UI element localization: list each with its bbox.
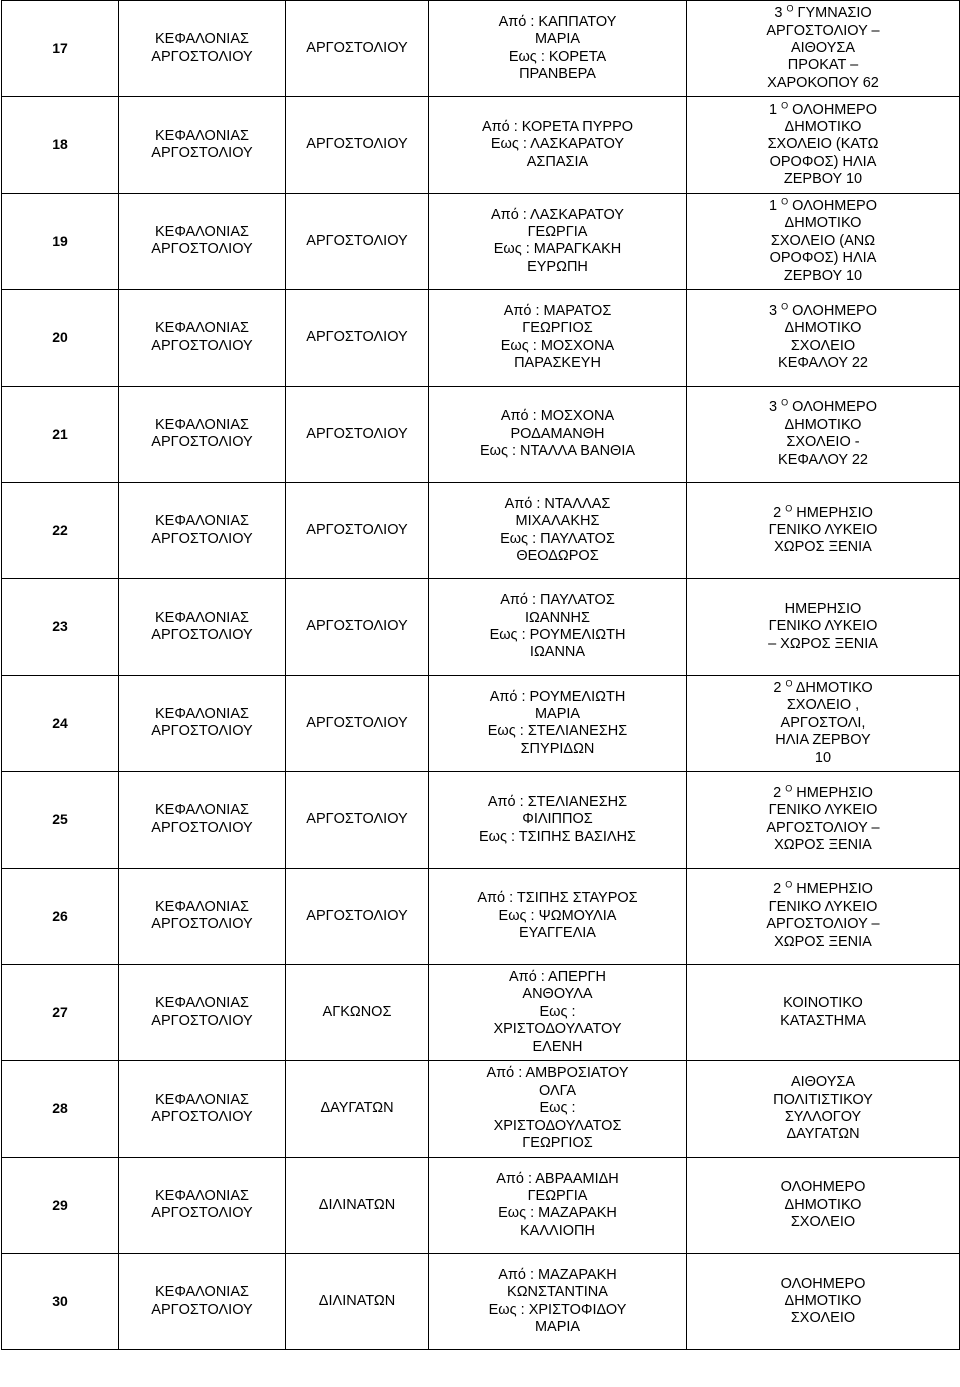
municipality-cell (286, 1157, 429, 1253)
polling-location-cell (687, 1157, 960, 1253)
municipality-cell (286, 193, 429, 289)
station-number-cell: 28 (2, 1061, 119, 1157)
cell-line: ΣΧΟΛΕΙΟ (790, 1310, 856, 1327)
station-number-cell: 29 (2, 1157, 119, 1253)
region-cell (119, 579, 286, 675)
table-row (2, 772, 960, 868)
surname-range-cell (429, 964, 687, 1060)
region-cell (119, 193, 286, 289)
municipality-cell (286, 290, 429, 386)
cell-line: ΔΙΛΙΝΑΤΩΝ (318, 1196, 396, 1213)
cell-line: ΑΡΓΟΣΤΟΛΙΟΥ – (766, 819, 880, 836)
municipality-cell (286, 772, 429, 868)
surname-range-cell (429, 386, 687, 482)
cell-line: Από : ΜΟΣΧΟΝΑ (500, 408, 615, 425)
cell-line: ΓΕΩΡΓΙΑ (527, 224, 588, 241)
cell-line: ΔΑΥΓΑΤΩΝ (320, 1100, 394, 1117)
municipality-cell (286, 1, 429, 97)
region-cell (119, 1254, 286, 1350)
surname-range-cell (429, 290, 687, 386)
table-row (2, 1061, 960, 1157)
cell-line: ΑΝΘΟΥΛΑ (522, 986, 593, 1003)
cell-line: Εως : ΜΟΣΧΟΝΑ (500, 337, 615, 354)
cell-line: Εως : (539, 1003, 576, 1020)
station-number-cell: 24 (2, 675, 119, 771)
cell-line: ΓΕΩΡΓΙΑ (527, 1187, 588, 1204)
cell-line: Εως : ΠΑΥΛΑΤΟΣ (500, 530, 615, 547)
cell-line: Από : ΠΑΥΛΑΤΟΣ (500, 592, 615, 609)
cell-line: ΗΛΙΑ ΖΕΡΒΟΥ (775, 732, 871, 749)
table-row (2, 97, 960, 193)
cell-line: ΚΟΙΝΟΤΙΚΟ (783, 995, 863, 1012)
surname-range-cell (429, 1157, 687, 1253)
cell-line: ΖΕΡΒΟΥ 10 (783, 267, 863, 284)
cell-line: ΑΡΓΟΣΤΟΛΙΟΥ (151, 1108, 253, 1125)
cell-line: ΡΟΔΑΜΑΝΘΗ (510, 425, 605, 442)
cell-line: Από : ΛΑΣΚΑΡΑΤΟΥ (491, 206, 624, 223)
cell-line: – ΧΩΡΟΣ ΞΕΝΙΑ (768, 635, 878, 652)
cell-line: ΚΕΦΑΛΟΝΙΑΣ (155, 1091, 249, 1108)
cell-line: ΣΧΟΛΕΙΟ - (786, 434, 860, 451)
cell-line: ΑΡΓΟΣΤΟΛΙΟΥ (151, 1205, 253, 1222)
ordinal-superscript: Ο (781, 301, 789, 312)
cell-line: ΣΧΟΛΕΙΟ (790, 1214, 856, 1231)
station-number-cell: 22 (2, 482, 119, 578)
cell-line: ΑΣΠΑΣΙΑ (526, 153, 589, 170)
municipality-cell (286, 1254, 429, 1350)
cell-line: ΣΥΛΛΟΓΟΥ (784, 1108, 862, 1125)
cell-line: ΕΛΕΝΗ (532, 1038, 583, 1055)
cell-line: ΓΕΝΙΚΟ ΛΥΚΕΙΟ (768, 802, 878, 819)
surname-range-cell (429, 193, 687, 289)
cell-line: ΔΑΥΓΑΤΩΝ (786, 1126, 860, 1143)
region-cell (119, 772, 286, 868)
polling-location-cell (687, 579, 960, 675)
cell-line: ΑΙΘΟΥΣΑ (790, 39, 856, 56)
cell-line: 10 (814, 749, 832, 766)
cell-line: ΧΑΡΟΚΟΠΟΥ 62 (767, 74, 879, 91)
polling-location-cell (687, 868, 960, 964)
cell-line: 3 $^O$ ΟΛΟΗΜΕΡΟ (769, 301, 877, 320)
cell-line: ΑΡΓΟΣΤΟΛΙΟΥ (306, 521, 408, 538)
cell-line: ΑΓΚΩΝΟΣ (322, 1003, 392, 1020)
region-cell (119, 97, 286, 193)
cell-line: Από : ΑΜΒΡΟΣΙΑΤΟΥ (486, 1065, 629, 1082)
cell-line: ΚΕΦΑΛΟΝΙΑΣ (155, 609, 249, 626)
cell-line: ΑΡΓΟΣΤΟΛΙΟΥ (306, 425, 408, 442)
cell-line: ΔΗΜΟΤΙΚΟ (784, 416, 862, 433)
cell-line: ΑΡΓΟΣΤΟΛΙΟΥ (306, 39, 408, 56)
cell-line: Από : ΣΤΕΛΙΑΝΕΣΗΣ (487, 793, 628, 810)
polling-location-cell (687, 1, 960, 97)
region-cell (119, 868, 286, 964)
cell-line: ΔΗΜΟΤΙΚΟ (784, 118, 862, 135)
ordinal-superscript: Ο (786, 3, 794, 14)
cell-line: ΑΡΓΟΣΤΟΛΙΟΥ (306, 232, 408, 249)
surname-range-cell (429, 1, 687, 97)
cell-line: ΟΛΓΑ (538, 1082, 577, 1099)
cell-line: ΚΕΦΑΛΟΝΙΑΣ (155, 320, 249, 337)
municipality-cell (286, 482, 429, 578)
cell-line: ΓΕΩΡΓΙΟΣ (522, 320, 593, 337)
cell-line: Από : ΑΠΕΡΓΗ (509, 969, 606, 986)
cell-line: Από : ΚΑΠΠΑΤΟΥ (498, 13, 617, 30)
surname-range-cell (429, 579, 687, 675)
cell-line: ΑΡΓΟΣΤΟΛΙΟΥ (151, 241, 253, 258)
table-row (2, 1254, 960, 1350)
cell-line: ΑΡΓΟΣΤΟΛΙΟΥ (151, 723, 253, 740)
cell-line: ΑΙΘΟΥΣΑ (790, 1074, 856, 1091)
cell-line: Από : ΜΑΖΑΡΑΚΗ (498, 1266, 617, 1283)
cell-line: Από : ΤΣΙΠΗΣ ΣΤΑΥΡΟΣ (477, 890, 638, 907)
polling-location-cell (687, 482, 960, 578)
table-row (2, 482, 960, 578)
cell-line: ΘΕΟΔΩΡΟΣ (516, 548, 599, 565)
cell-line: ΠΡΑΝΒΕΡΑ (519, 66, 596, 83)
region-cell (119, 675, 286, 771)
municipality-cell (286, 964, 429, 1060)
cell-line: 2 $^O$ ΔΗΜΟΤΙΚΟ (773, 678, 873, 696)
cell-line: Από : ΝΤΑΛΛΑΣ (504, 495, 611, 512)
ordinal-superscript: Ο (785, 678, 793, 689)
cell-line: ΑΡΓΟΣΤΟΛΙΟΥ (151, 48, 253, 65)
cell-line: ΧΡΙΣΤΟΔΟΥΛΑΤΟΣ (493, 1117, 622, 1134)
cell-line: ΑΡΓΟΣΤΟΛΙΟΥ – (766, 916, 880, 933)
cell-line: ΚΕΦΑΛΟΝΙΑΣ (155, 995, 249, 1012)
cell-line: 3 $^O$ ΟΛΟΗΜΕΡΟ (769, 398, 877, 416)
station-number-cell: 20 (2, 290, 119, 386)
cell-line: ΑΡΓΟΣΤΟΛΙΟΥ (151, 1012, 253, 1029)
cell-line: ΧΩΡΟΣ ΞΕΝΙΑ (774, 933, 872, 950)
cell-line: ΑΡΓΟΣΤΟΛΙΟΥ (151, 530, 253, 547)
polling-location-cell (687, 675, 960, 771)
cell-line: ΓΕΝΙΚΟ ΛΥΚΕΙΟ (768, 521, 878, 538)
cell-line: ΚΕΦΑΛΟΝΙΑΣ (155, 706, 249, 723)
ordinal-superscript: Ο (781, 196, 789, 207)
cell-line: Εως : ΣΤΕΛΙΑΝΕΣΗΣ (487, 723, 628, 740)
cell-line: ΑΡΓΟΣΤΟΛΙΟΥ (151, 916, 253, 933)
cell-line: ΓΕΝΙΚΟ ΛΥΚΕΙΟ (768, 898, 878, 915)
cell-line: Εως : (539, 1100, 576, 1117)
cell-line: ΚΑΤΑΣΤΗΜΑ (780, 1012, 866, 1029)
cell-line: Εως : ΡΟΥΜΕΛΙΩΤΗ (489, 627, 626, 644)
cell-line: Από : ΡΟΥΜΕΛΙΩΤΗ (489, 688, 626, 705)
cell-line: 2 $^O$ ΗΜΕΡΗΣΙΟ (773, 783, 873, 801)
cell-line: ΣΧΟΛΕΙΟ (ΚΑΤΩ (767, 136, 879, 153)
cell-line: ΑΡΓΟΣΤΟΛΙΟΥ (151, 145, 253, 162)
station-number-cell: 19 (2, 193, 119, 289)
cell-line: Εως : ΜΑΖΑΡΑΚΗ (498, 1205, 617, 1222)
cell-line: ΟΛΟΗΜΕΡΟ (780, 1275, 866, 1292)
surname-range-cell (429, 772, 687, 868)
cell-line: ΑΡΓΟΣΤΟΛΙΟΥ (306, 907, 408, 924)
cell-line: ΜΑΡΙΑ (534, 1319, 581, 1336)
surname-range-cell (429, 482, 687, 578)
cell-line: ΜΑΡΙΑ (534, 31, 581, 48)
cell-line: ΔΗΜΟΤΙΚΟ (784, 320, 862, 337)
cell-line: ΟΛΟΗΜΕΡΟ (780, 1179, 866, 1196)
ordinal-superscript: Ο (781, 100, 789, 111)
cell-line: ΕΥΑΓΓΕΛΙΑ (519, 924, 596, 941)
region-cell (119, 1, 286, 97)
cell-line: ΑΡΓΟΣΤΟΛΙΟΥ – (766, 22, 880, 39)
cell-line: ΠΟΛΙΤΙΣΤΙΚΟΥ (773, 1091, 873, 1108)
cell-line: ΧΡΙΣΤΟΔΟΥΛΑΤΟΥ (493, 1021, 622, 1038)
cell-line: ΚΕΦΑΛΟΝΙΑΣ (155, 127, 249, 144)
station-number-cell: 23 (2, 579, 119, 675)
cell-line: ΑΡΓΟΣΤΟΛΙΟΥ (306, 136, 408, 153)
cell-line: Εως : ΜΑΡΑΓΚΑΚΗ (493, 241, 622, 258)
cell-line: ΚΕΦΑΛΟΥ 22 (778, 451, 868, 468)
table-row (2, 386, 960, 482)
cell-line: ΔΗΜΟΤΙΚΟ (784, 1196, 862, 1213)
surname-range-cell (429, 1061, 687, 1157)
table-row (2, 675, 960, 771)
cell-line: ΜΑΡΙΑ (534, 706, 581, 723)
cell-line: ΚΑΛΛΙΟΠΗ (520, 1222, 595, 1239)
surname-range-cell (429, 1254, 687, 1350)
cell-line: ΧΩΡΟΣ ΞΕΝΙΑ (774, 837, 872, 854)
station-number-cell: 27 (2, 964, 119, 1060)
polling-location-cell (687, 193, 960, 289)
cell-line: ΑΡΓΟΣΤΟΛΙΟΥ (151, 819, 253, 836)
cell-line: ΧΩΡΟΣ ΞΕΝΙΑ (774, 539, 872, 556)
cell-line: ΠΑΡΑΣΚΕΥΗ (514, 355, 601, 372)
cell-line: ΚΕΦΑΛΟΝΙΑΣ (155, 898, 249, 915)
region-cell (119, 1157, 286, 1253)
table-row (2, 964, 960, 1060)
cell-line: ΚΕΦΑΛΟΝΙΑΣ (155, 1284, 249, 1301)
cell-line: ΚΕΦΑΛΟΝΙΑΣ (155, 416, 249, 433)
surname-range-cell (429, 868, 687, 964)
cell-line: ΚΕΦΑΛΟΝΙΑΣ (155, 1187, 249, 1204)
surname-range-cell (429, 97, 687, 193)
region-cell (119, 290, 286, 386)
cell-line: ΣΠΥΡΙΔΩΝ (520, 740, 595, 757)
cell-line: ΑΡΓΟΣΤΟΛΙΟΥ (151, 1301, 253, 1318)
cell-line: ΟΡΟΦΟΣ) ΗΛΙΑ (769, 153, 877, 170)
cell-line: ΣΧΟΛΕΙΟ (790, 337, 856, 354)
cell-line: ΚΕΦΑΛΟΝΙΑΣ (155, 31, 249, 48)
table-row (2, 193, 960, 289)
cell-line: ΚΕΦΑΛΟΝΙΑΣ (155, 224, 249, 241)
municipality-cell (286, 97, 429, 193)
municipality-cell (286, 675, 429, 771)
ordinal-superscript: Ο (785, 503, 793, 514)
cell-line: Από : ΑΒΡΑΑΜΙΔΗ (496, 1170, 619, 1187)
cell-line: Εως : ΨΩΜΟΥΛΙΑ (498, 907, 617, 924)
polling-location-cell (687, 97, 960, 193)
cell-line: ΑΡΓΟΣΤΟΛΙ, (780, 714, 866, 731)
station-number-cell: 26 (2, 868, 119, 964)
cell-line: 1 $^O$ ΟΛΟΗΜΕΡΟ (769, 196, 877, 214)
polling-location-cell (687, 386, 960, 482)
cell-line: ΑΡΓΟΣΤΟΛΙΟΥ (306, 811, 408, 828)
polling-stations-table (1, 0, 960, 1350)
municipality-cell (286, 1061, 429, 1157)
cell-line: 1 $^O$ ΟΛΟΗΜΕΡΟ (769, 100, 877, 118)
cell-line: ΟΡΟΦΟΣ) ΗΛΙΑ (769, 250, 877, 267)
region-cell (119, 386, 286, 482)
table-body (2, 1, 960, 1350)
cell-line: ΓΕΩΡΓΙΟΣ (522, 1135, 593, 1152)
cell-line: ΑΡΓΟΣΤΟΛΙΟΥ (306, 714, 408, 731)
station-number-cell: 18 (2, 97, 119, 193)
cell-line: Εως : ΝΤΑΛΛΑ ΒΑΝΘΙΑ (479, 442, 636, 459)
cell-line: Εως : ΚΟΡΕΤΑ (508, 48, 607, 65)
table-row (2, 1, 960, 97)
cell-line: ΕΥΡΩΠΗ (527, 258, 588, 275)
cell-line: Από : ΚΟΡΕΤΑ ΠΥΡΡΟ (481, 118, 634, 135)
station-number-cell: 30 (2, 1254, 119, 1350)
ordinal-superscript: Ο (781, 398, 789, 409)
cell-line: ΑΡΓΟΣΤΟΛΙΟΥ (306, 329, 408, 346)
region-cell (119, 1061, 286, 1157)
table-row (2, 868, 960, 964)
municipality-cell (286, 386, 429, 482)
cell-line: ΑΡΓΟΣΤΟΛΙΟΥ (306, 618, 408, 635)
cell-line: ΔΗΜΟΤΙΚΟ (784, 1293, 862, 1310)
cell-line: ΓΕΝΙΚΟ ΛΥΚΕΙΟ (768, 618, 878, 635)
cell-line: 2 $^O$ ΗΜΕΡΗΣΙΟ (773, 503, 873, 521)
cell-line: ΑΡΓΟΣΤΟΛΙΟΥ (151, 337, 253, 354)
surname-range-cell (429, 675, 687, 771)
cell-line: Από : ΜΑΡΑΤΟΣ (503, 303, 612, 320)
polling-location-cell (687, 1254, 960, 1350)
polling-location-cell (687, 290, 960, 386)
cell-line: ΚΕΦΑΛΟΝΙΑΣ (155, 513, 249, 530)
cell-line: ΦΙΛΙΠΠΟΣ (522, 811, 593, 828)
polling-location-cell (687, 964, 960, 1060)
table-row (2, 1157, 960, 1253)
cell-line: ΑΡΓΟΣΤΟΛΙΟΥ (151, 627, 253, 644)
cell-line: ΚΕΦΑΛΟΝΙΑΣ (155, 802, 249, 819)
cell-line: 3 $^O$ ΓΥΜΝΑΣΙΟ (774, 3, 872, 22)
table-row (2, 290, 960, 386)
cell-line: ΜΙΧΑΛΑΚΗΣ (515, 513, 600, 530)
cell-line: Εως : ΧΡΙΣΤΟΦΙΔΟΥ (488, 1301, 627, 1318)
municipality-cell (286, 868, 429, 964)
cell-line: Εως : ΛΑΣΚΑΡΑΤΟΥ (490, 136, 625, 153)
cell-line: ΗΜΕΡΗΣΙΟ (784, 600, 862, 617)
cell-line: ΙΩΑΝΝΗΣ (525, 609, 590, 626)
polling-location-cell (687, 772, 960, 868)
municipality-cell (286, 579, 429, 675)
station-number-cell: 25 (2, 772, 119, 868)
cell-line: ΣΧΟΛΕΙΟ , (786, 697, 860, 714)
cell-line: ΖΕΡΒΟΥ 10 (783, 171, 863, 188)
station-number-cell: 17 (2, 1, 119, 97)
ordinal-superscript: Ο (785, 880, 793, 890)
station-number-cell: 21 (2, 386, 119, 482)
region-cell (119, 482, 286, 578)
ordinal-superscript: Ο (785, 783, 793, 794)
cell-line: 2 $^O$ ΗΜΕΡΗΣΙΟ (773, 880, 873, 898)
cell-line: ΣΧΟΛΕΙΟ (ΑΝΩ (770, 232, 876, 249)
cell-line: ΠΡΟΚΑΤ – (787, 57, 859, 74)
cell-line: ΔΗΜΟΤΙΚΟ (784, 215, 862, 232)
cell-line: ΚΩΝΣΤΑΝΤΙΝΑ (507, 1284, 608, 1301)
region-cell (119, 964, 286, 1060)
cell-line: Εως : ΤΣΙΠΗΣ ΒΑΣΙΛΗΣ (478, 828, 637, 845)
polling-location-cell (687, 1061, 960, 1157)
table-row (2, 579, 960, 675)
cell-line: ΚΕΦΑΛΟΥ 22 (778, 355, 868, 372)
cell-line: ΔΙΛΙΝΑΤΩΝ (318, 1293, 396, 1310)
cell-line: ΙΩΑΝΝΑ (529, 644, 586, 661)
cell-line: ΑΡΓΟΣΤΟΛΙΟΥ (151, 434, 253, 451)
